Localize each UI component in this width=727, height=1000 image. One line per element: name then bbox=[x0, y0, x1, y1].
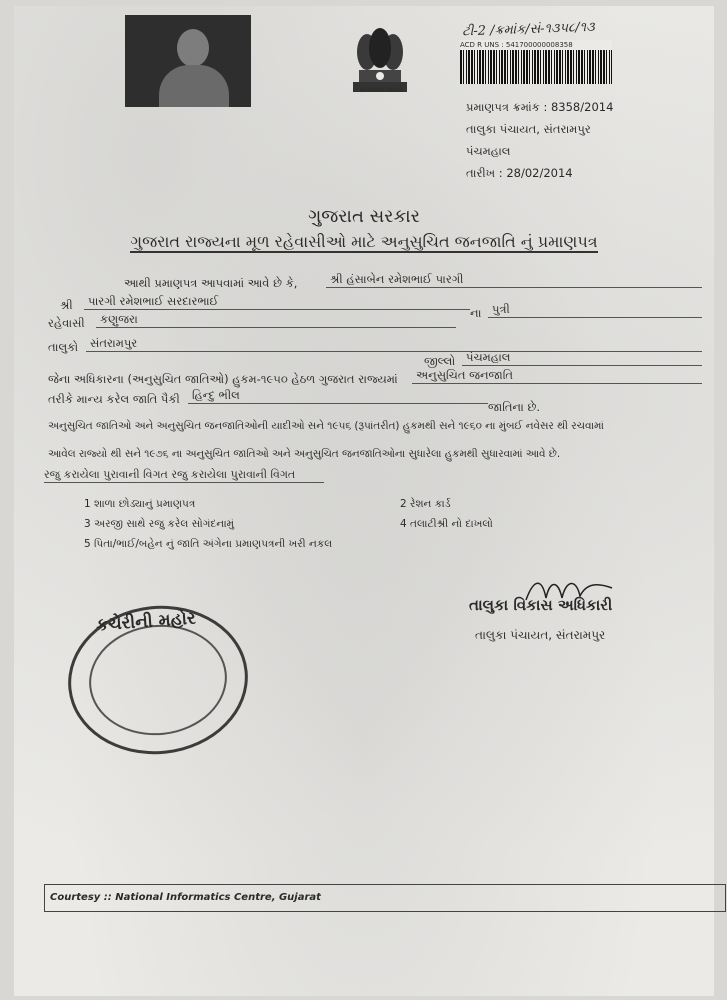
intro-text: આથી પ્રમાણપત્ર આપવામાં આવે છે કે, bbox=[124, 276, 298, 290]
document-item: 5 પિતા/ભાઈ/બહેન નું જાતિ અંગેના પ્રમાણપત્રની ખરી નકલ bbox=[84, 538, 333, 550]
office-line-2: પંચમહાલ bbox=[466, 144, 511, 158]
document-item: 4 તલાટીશ્રી નો દાખલો bbox=[400, 518, 493, 530]
father-name: પારગી રમેશભાઈ સરદારભાઈ bbox=[84, 294, 470, 310]
documents-heading: રજુ કરાયેલા પુરાવાની વિગત રજુ કરાયેલા પુરાવાની વિગત bbox=[44, 468, 324, 483]
handwritten-note: ટી-2 /ક્રમાંક/સં-૧૩૫૮/૧૩ bbox=[461, 19, 595, 40]
relation: પુત્રી bbox=[488, 302, 702, 318]
signatory-office: તાલુકા પંચાયત, સંતરામપુર bbox=[475, 628, 606, 642]
order-text: જેના અધિકારના (અનુસુચિત જાતિઓ) હુકમ-૧૯૫૦ હેઠળ ગુજરાત રાજ્યમાં bbox=[48, 372, 398, 386]
legal-para-1: અનુસુચિત જાતિઓ અને અનુસુચિત જનજાતિઓની યાદીઓ સને ૧૯૫૬ (રૂપાંતરીત) હુકમથી સને ૧૯૬૦ ના મુંબઈ નવેસર થી રચવામાં bbox=[48, 420, 604, 432]
seal-text: કચેરીની મહોર bbox=[95, 608, 197, 636]
applicant-photo bbox=[125, 15, 251, 107]
barcode-id: ACD R UNS : 541700000008358 bbox=[460, 40, 612, 50]
issue-date: 28/02/2014 bbox=[506, 166, 573, 180]
taluka-label: તાલુકો bbox=[48, 340, 79, 354]
certificate-no-label: પ્રમાણપત્ર ક્રમાંક : bbox=[466, 100, 548, 114]
shri-label: શ્રી bbox=[60, 298, 73, 312]
category: અનુસુચિત જનજાતિ bbox=[412, 368, 702, 384]
caste-suffix: જાતિના છે. bbox=[488, 400, 541, 414]
document-item: 3 અરજી સાથે રજુ કરેલ સોગંદનામું bbox=[84, 518, 235, 530]
document-item: 2 રેશન કાર્ડ bbox=[400, 498, 451, 510]
holder-name: શ્રી હંસાબેન રમેશભાઈ પારગી bbox=[326, 272, 702, 288]
certificate-info bbox=[466, 96, 706, 184]
taluka: સંતરામપુર bbox=[86, 336, 702, 352]
caste: હિન્દુ ભીલ bbox=[188, 388, 488, 404]
certificate-no: 8358/2014 bbox=[550, 100, 614, 114]
district: પંચમહાલ bbox=[462, 350, 702, 366]
certificate-page bbox=[14, 6, 714, 996]
government-heading: ગુજરાત સરકાર bbox=[308, 206, 420, 227]
date-label: તારીખ : bbox=[466, 166, 503, 180]
caste-prefix: તરીકે માન્ય કરેલ જાતિ પૈકી bbox=[48, 392, 180, 406]
resident-label: રહેવાસી bbox=[48, 316, 85, 330]
emblem-caption: સત્યમેવ જયતે bbox=[359, 86, 403, 94]
village: કણુજરા bbox=[96, 312, 456, 328]
certificate-title: ગુજરાત રાજ્યના મૂળ રહેવાસીઓ માટે અનુસુચિત જનજાતિ નું પ્રમાણપત્ર bbox=[130, 232, 598, 251]
signatory-title: તાલુકા વિકાસ અધિકારી bbox=[469, 596, 613, 614]
relation-suffix: ના bbox=[470, 306, 482, 320]
courtesy-footer: Courtesy :: National Informatics Centre, Gujarat bbox=[50, 892, 321, 903]
district-label: જીલ્લો bbox=[424, 354, 456, 368]
document-item: 1 શાળા છોડ્યાનું પ્રમાણપત્ર bbox=[84, 498, 196, 510]
legal-para-2: આવેલ રાજ્યો થી સને ૧૯૭૬ ના અનુસુચિત જાતિઓ અને અનુસુચિત જનજાતિઓના સુધારેલા હુકમથી સુધારવામાં આવે છે. bbox=[48, 448, 561, 460]
office-line-1: તાલુકા પંચાયત, સંતરામપુર bbox=[466, 122, 591, 136]
